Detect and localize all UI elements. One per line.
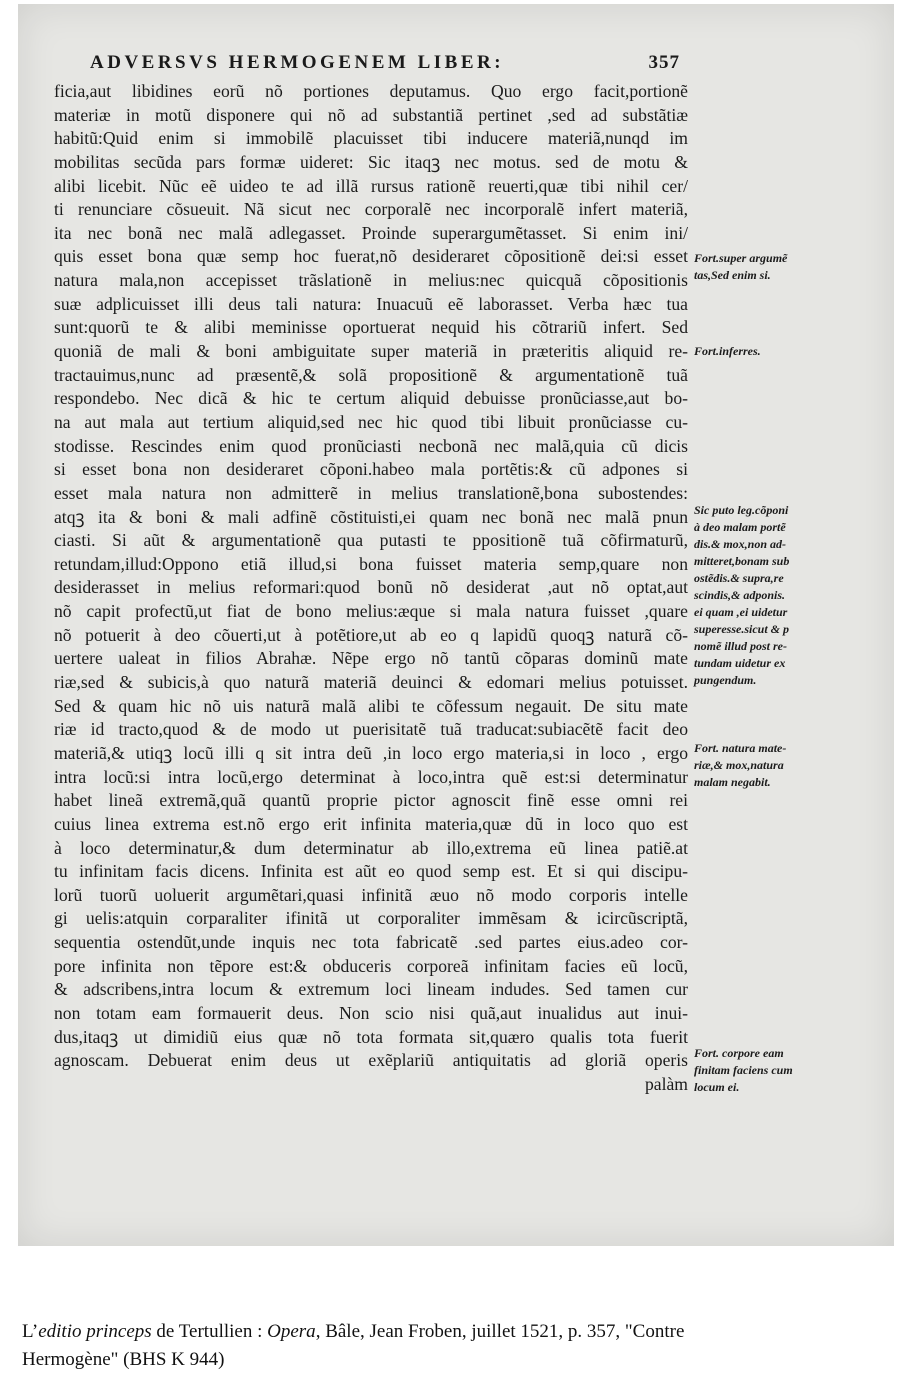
text-line: materiæ in motũ disponere qui nõ ad substantiã pertinet ,sed ad substãtiæ bbox=[54, 104, 688, 125]
marginal-note-line: superesse.sicut & p bbox=[694, 622, 790, 636]
text-line: à loco determinatur,& dum determinatur ab illo,extrema eũ linea patiẽ.at bbox=[54, 837, 688, 858]
text-line: atqꝫ ita & boni & mali adfinẽ cõstituisti,ei quam nec bonã nec malã pnun bbox=[54, 506, 688, 527]
text-line: desiderasset in melius reformari:quod bonũ nõ desiderat ,aut nõ optat,aut bbox=[54, 577, 688, 598]
text-line: respondebo. Nec dicã & hic te certum aliquid debuisse pronũciasse,aut bo- bbox=[54, 388, 688, 409]
text-line: quis esset bona quæ semp hoc fuerat,nõ desideraret cõpositionẽ dei:si esset bbox=[54, 246, 688, 267]
text-line: materiã,& utiqꝫ locũ illi q sit intra deũ ,in loco ergo materia,si in loco , ergo bbox=[54, 742, 688, 763]
caption-part2: , Bâle, Jean Froben, juillet 1521, p. 357, "Contre bbox=[315, 1321, 685, 1342]
marginal-note-line: tundam uidetur ex bbox=[694, 656, 786, 670]
marginal-note-line: tas,Sed enim si. bbox=[694, 268, 771, 282]
marginal-note bbox=[694, 1045, 793, 1096]
marginal-note-line: Fort. natura mate- bbox=[694, 741, 787, 755]
caption-part1: de Tertullien : bbox=[151, 1321, 268, 1342]
text-line: lorũ tuorũ uoluerit argumẽtari,quasi infinitã æuo nõ modo corporis intelle bbox=[54, 884, 688, 905]
text-line: stodisse. Rescindes enim quod pronũciasti necbonã nec malã,quia cũ dicis bbox=[54, 435, 688, 456]
text-line: non totam eam formauerit deus. Non scio nisi quã,aut inualidus aut inui- bbox=[54, 1002, 688, 1023]
text-line: & adscribens,intra locum & extremum loci lineam indudes. Sed tamen cur bbox=[54, 979, 688, 1000]
marginal-note-line: dis.& mox,non ad- bbox=[694, 537, 787, 551]
marginal-note-line: ostẽdis.& supra,re bbox=[694, 571, 784, 585]
text-line: habet lineã extremã,quã quantũ proprie pictor agnoscit finẽ esse omni rei bbox=[54, 790, 688, 811]
text-line: ciasti. Si aũt & argumentationẽ qua putasti te ppositionẽ tuã cõfirmaturũ, bbox=[54, 530, 688, 551]
marginal-note-line: Fort. corpore eam bbox=[694, 1046, 784, 1060]
text-line: gi uelis:atquin corparaliter ifinitã ut corporaliter immẽsam & icircũscriptã, bbox=[54, 908, 688, 929]
main-text-block bbox=[54, 80, 688, 1097]
text-line: dus,itaqꝫ ut dimidiũ eius quæ nõ tota formata sit,quæro qualis tota fuerit bbox=[54, 1026, 688, 1047]
text-line: agnoscam. Debuerat enim deus ut exẽplariũ antiquitatis ad gloriã operis bbox=[54, 1050, 688, 1071]
text-line: mobilitas secũda pars formæ uideret: Sic itaqꝫ nec motus. sed de motu & bbox=[54, 151, 688, 172]
text-line: ita nec bonã nec malã adlegasset. Proinde superargumẽtasset. Si enim ini/ bbox=[54, 222, 688, 243]
caption bbox=[22, 1318, 892, 1374]
text-line: habitũ:Quid enim si immobilẽ placuisset tibi inducere materiã,nunqd im bbox=[54, 128, 688, 149]
text-line: natura mala,non accepisset trãslationẽ in melius:nec quicquã cõpositionis bbox=[54, 270, 688, 291]
marginal-note-line: mitteret,bonam sub bbox=[694, 554, 790, 568]
marginal-note bbox=[694, 250, 787, 284]
marginal-note-line: malam negabit. bbox=[694, 775, 771, 789]
marginal-note-line: scindis,& adponis. bbox=[694, 588, 786, 602]
text-line: nõ capit profectũ,ut fiat de bono melius:æque si mala natura fuisset ,quare bbox=[54, 601, 688, 622]
text-line: retundam,illud:Oppono etiã illud,si bona fuisset materia semp,quare non bbox=[54, 553, 688, 574]
marginal-note bbox=[694, 343, 761, 360]
text-line: si esset bona non desideraret cõponi.habeo mala portẽtis:& cũ adpones si bbox=[54, 459, 688, 480]
text-line: alibi licebit. Nũc eẽ uideo te ad illã rursus rationẽ reuerti,quæ tibi nihil cer/ bbox=[54, 175, 688, 196]
marginal-note-line: ei quam ,ei uidetur bbox=[694, 605, 788, 619]
text-line: palàm bbox=[645, 1073, 688, 1094]
text-line: intra locũ:si intra locũ,ergo determinat à loco,intra quẽ est:si determinatur bbox=[54, 766, 688, 787]
text-line: riæ id tracto,quod & de modo ut puerisitatẽ tuã traducat:subiacẽtẽ facit deo bbox=[54, 719, 688, 740]
caption-title-italic: editio princeps bbox=[38, 1321, 152, 1342]
running-title: ADVERSVS HERMOGENEM LIBER: bbox=[90, 52, 505, 73]
text-line: tractauimus,nunc ad præsentẽ,& solã propositionẽ & argumentationẽ tuã bbox=[54, 364, 688, 385]
text-line: riæ,sed & subicis,à quo naturã materiã deuinci & edomari melius potuisset. bbox=[54, 672, 688, 693]
text-line: pore infinita non tẽpore est:& obduceris corporeã infinitam facies eũ locũ, bbox=[54, 955, 688, 976]
caption-line-2: Hermogène" (BHS K 944) bbox=[22, 1349, 225, 1370]
text-line: na aut mala aut tertium aliquid,sed nec hic quod tibi libuit pronũciasse cu- bbox=[54, 411, 688, 432]
marginal-note-line: riæ,& mox,natura bbox=[694, 758, 784, 772]
marginal-note-line: nomẽ illud post re- bbox=[694, 639, 788, 653]
text-line: nõ potuerit à deo cõuerti,ut à potẽtiore,ut ab eo q lapidũ quoqꝫ naturã cõ- bbox=[54, 624, 688, 645]
marginal-note-line: pungendum. bbox=[694, 673, 757, 687]
marginal-note-line: finitam faciens cum bbox=[694, 1063, 793, 1077]
caption-prefix: L’ bbox=[22, 1321, 39, 1342]
text-line: suæ adplicuisset illi deus tali natura: Inuacuũ eẽ laborasset. Verba hæc tua bbox=[54, 293, 688, 314]
text-line: sunt:quorũ te & alibi meminisse oportuerat nequid his cõtrariũ infert. Sed bbox=[54, 317, 688, 338]
marginal-note-line: Fort.super argumẽ bbox=[694, 251, 788, 265]
text-line: uertere ualeat in filios Abrahæ. Nẽpe ergo nõ tantũ cõparas dominũ mate bbox=[54, 648, 688, 669]
marginal-note bbox=[694, 740, 786, 791]
marginal-note-line: Fort.inferres. bbox=[694, 344, 761, 358]
text-line: ficia,aut libidines eorũ nõ portiones deputamus. Quo ergo facit,portionẽ bbox=[54, 81, 688, 101]
text-line: sequentia ostendũt,unde inquis nec tota fabricatẽ .sed partes eius.adeo cor- bbox=[54, 932, 688, 953]
text-line: ti renunciare cõsueuit. Nã sicut nec corporalẽ nec incorporalẽ infert materiã, bbox=[54, 199, 688, 220]
marginal-note bbox=[694, 502, 789, 689]
marginal-note-line: Sic puto leg.cõponi bbox=[694, 503, 789, 517]
caption-line-1 bbox=[22, 1318, 892, 1346]
caption-work-italic: Opera bbox=[267, 1321, 316, 1342]
page-number: 357 bbox=[648, 52, 680, 73]
marginal-note-line: à deo malam portẽ bbox=[694, 520, 786, 534]
running-head bbox=[90, 52, 680, 76]
text-line: quoniã de mali & boni ambiguitate super materiã in præteritis aliquid re- bbox=[54, 341, 688, 362]
text-line: esset mala natura non admitterẽ in melius translationẽ,bona subostendes: bbox=[54, 482, 688, 503]
text-line: tu infinitam facis dicens. Infinita est aũt eo quod semp est. Et si qui discipu- bbox=[54, 861, 688, 882]
text-line: Sed & quam hic nõ uis naturã malã alibi te cõfessum negauit. De situ mate bbox=[54, 695, 688, 716]
marginal-note-line: locum ei. bbox=[694, 1080, 740, 1094]
text-line: cuius linea extrema est.nõ ergo erit infinita materia,quæ dũ in loco quo est bbox=[54, 813, 688, 834]
